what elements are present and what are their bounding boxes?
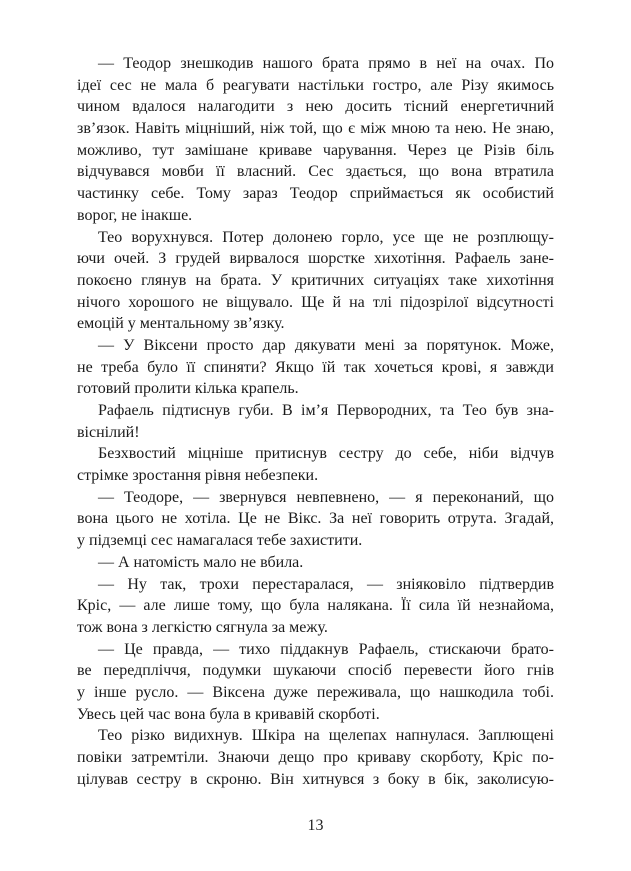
text-line: Тео різко видихнув. Шкіра на щелепах напнулася. Заплющені (98, 727, 554, 745)
text-line: віснілий! (77, 423, 140, 441)
text-line: — Теодоре, — звернувся невпевнено, — я переконаний, що (98, 488, 554, 506)
paragraph (77, 487, 554, 552)
text-line: зв’язок. Навіть міцніший, ніж той, що є між мною та нею. Не знаю, (77, 120, 554, 138)
text-line: тож вона з легкістю сягнула за межу. (77, 618, 328, 636)
text-line: можливо, тут замішане криваве чарування. Через це Різів біль (77, 141, 554, 159)
text-line: — Теодор знешкодив нашого брата прямо в неї на очах. По (98, 55, 554, 72)
text-line: — У Віксени просто дар дякувати мені за порятунок. Може, (98, 336, 554, 354)
text-line: покоєно глянув на брата. У критичних ситуаціях таке хихотіння (77, 271, 554, 289)
text-line: — Це правда, — тихо піддакнув Рафаель, стискаючи брато- (98, 640, 554, 658)
paragraph (77, 725, 554, 790)
paragraph (77, 335, 554, 400)
text-line: ворог, не інакше. (77, 206, 193, 224)
text-line: вона цього не хотіла. Це не Вікс. За неї говорить отрута. Згадай, (77, 510, 554, 528)
paragraph (77, 400, 554, 443)
text-line: Кріс, — але лише тому, що була налякана. Її сила їй незнайома, (77, 597, 554, 615)
text-line: Безхвостий міцніше притиснув сестру до себе, ніби відчув (98, 445, 554, 463)
text-line: частинку себе. Тому зараз Теодор сприймається як особистий (77, 185, 554, 203)
text-block (77, 53, 554, 790)
text-line: у підземці сес намагалася тебе захистити. (77, 532, 363, 550)
text-line: Тео ворухнувся. Потер долонею горло, усе ще не розплющу- (98, 228, 554, 246)
text-line: — Ну так, трохи перестаралася, — зніяковіло підтвердив (98, 575, 554, 593)
text-line: у інше русло. — Віксена дуже переживала, що нашкодила тобі. (77, 683, 554, 701)
text-line: ве передпліччя, подумки шукаючи спосіб перевести його гнів (77, 662, 554, 680)
text-line: нічого хорошого не віщувало. Ще й на тлі підозрілої відсутності (77, 293, 554, 311)
text-line: Рафаель підтиснув губи. В ім’я Первородних, та Тео був зна- (98, 402, 554, 419)
text-line: повіки затремтіли. Знаючи дещо про криваву скорботу, Кріс по- (77, 749, 554, 766)
text-line: не треба було її спиняти? Якщо їй так хочеться крові, я завжди (77, 358, 554, 376)
paragraph (77, 639, 554, 726)
paragraph (77, 552, 554, 574)
text-line: Увесь цей час вона була в кривавій скорботі. (77, 705, 380, 723)
text-line: — А натомість мало не вбила. (98, 553, 304, 571)
text-line: ючи очей. З грудей вирвалося шорстке хихотіння. Рафаель зане- (77, 250, 554, 268)
paragraph (77, 574, 554, 639)
text-line: цілував сестру в скроню. Він хитнувся з боку в бік, заколисую- (77, 770, 554, 788)
paragraph (77, 443, 554, 486)
page-number: 13 (307, 817, 324, 834)
text-line: ідеї сес не мала б реагувати настільки гостро, але Різу якимось (77, 76, 554, 94)
paragraph (77, 227, 554, 335)
text-line: готовий пролити кілька крапель. (77, 380, 299, 398)
text-line: стрімке зростання рівня небезпеки. (77, 467, 319, 485)
text-line: чином вдалося налагодити з нею досить тісний енергетичний (77, 98, 554, 116)
text-line: емоцій у ментальному зв’язку. (77, 315, 285, 333)
paragraph (77, 53, 554, 227)
text-line: відчувався мовби її власний. Сес здається, що вона втратила (77, 163, 554, 181)
